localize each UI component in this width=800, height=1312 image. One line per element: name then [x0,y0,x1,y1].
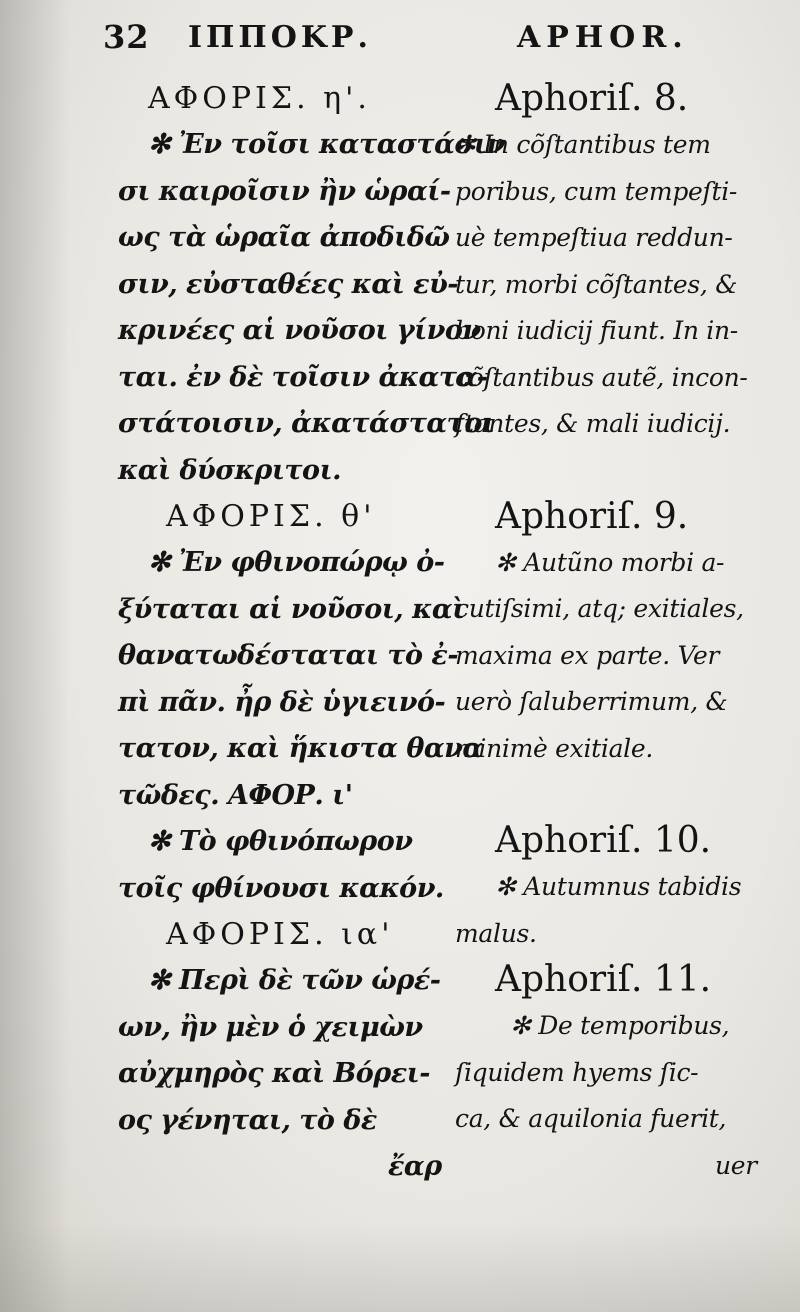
page-number: 32 [103,18,150,56]
greek-line: ος γένηται, τὸ δὲ [118,1104,377,1136]
latin-line: uè tempeſtiua reddun- [455,223,733,252]
aphorism-heading: Aphoriſ. 11. [495,959,712,1000]
latin-line: ✻ Autũno morbi a- [495,547,725,577]
greek-running-head: ΙΠΠΟΚΡ. [188,20,372,55]
greek-line: σιν, εὐσταθέες καὶ εὐ- [118,268,459,300]
greek-line: κρινέες αἱ νοῦσοι γίνον [118,315,481,346]
greek-line: ων, ἢν μὲν ὁ χειμὼν [118,1011,423,1043]
latin-line: minimè exitiale. [455,733,654,763]
aphorism-heading: ΑΦΟΡΙΣ. ια' [166,917,394,952]
latin-line: poribus, cum tempeſti- [455,176,738,206]
page-gutter-shadow [0,0,70,1312]
aphorism-heading: ΑΦΟΡΙΣ. η'. [148,81,371,116]
greek-line: ✻ Τὸ φθινόπωρον [148,826,413,857]
greek-catchword: ἔαρ [388,1151,442,1182]
aphorism-heading: Aphoriſ. 10. [495,820,712,861]
greek-line: ✻ Ἐν τοῖσι καταστάσιν [148,129,505,160]
aphorism-heading: Aphoriſ. 8. [495,78,689,119]
latin-line: uerò ſaluberrimum, & [455,687,728,716]
greek-line: σι καιροῖσιν ἢν ὡραί- [118,175,451,207]
latin-line: tur, morbi cõſtantes, & [455,269,738,299]
latin-text-column [455,76,775,1189]
latin-line: cutiſsimi, atq; exitiales, [455,594,744,623]
latin-running-head: APHOR. [517,20,689,55]
greek-line: αὐχμηρὸς καὶ Βόρει- [118,1058,430,1089]
latin-line: cõſtantibus autẽ, incon- [455,362,748,392]
latin-line: ca, & aquilonia fuerit, [455,1104,727,1133]
spacer [455,772,775,818]
latin-line: maxima ex parte. Ver [455,640,720,670]
greek-line: ✻ Περὶ δὲ τῶν ὡρέ- [148,965,441,996]
latin-line: ſiquidem hyems ſic- [455,1057,699,1087]
latin-line: boni iudicij fiunt. In in- [455,316,738,345]
greek-line: θανατωδέσταται τὸ ἐ- [118,640,459,671]
greek-line: τατον, καὶ ἥκιστα θανα [118,733,483,764]
greek-line: τῶδες. ΑΦΟΡ. ι' [118,779,353,811]
latin-catchword: uer [715,1150,757,1180]
latin-line: ✻ In cõſtantibus tem [455,130,711,159]
greek-line: ✻ Ἐν φθινοπώρῳ ὀ- [148,547,445,578]
latin-line: ſtantes, & mali iudicij. [455,409,731,438]
page-bottom-shadow [0,1222,800,1312]
greek-line: ται. ἐν δὲ τοῖσιν ἀκατα- [118,361,488,393]
latin-line: ✻ De temporibus, [510,1011,730,1040]
spacer [455,448,775,494]
greek-line: τοῖς φθίνουσι κακόν. [118,872,444,904]
aphorism-heading: ΑΦΟΡΙΣ. θ' [166,499,376,534]
aphorism-heading: Aphoriſ. 9. [495,495,689,537]
greek-line: πὶ πᾶν. ἦρ δὲ ὑγιεινό- [118,686,446,718]
greek-line: στάτοισιν, ἀκατάστατοι [118,408,495,439]
latin-line: malus. [455,918,537,948]
greek-line: καὶ δύσκριτοι. [118,454,342,486]
greek-line: ξύταται αἱ νοῦσοι, καὶ [118,593,465,625]
latin-line: ✻ Autumnus tabidis [495,872,742,901]
greek-line: ως τὰ ὡραῖα ἀποδιδῶ [118,222,450,253]
